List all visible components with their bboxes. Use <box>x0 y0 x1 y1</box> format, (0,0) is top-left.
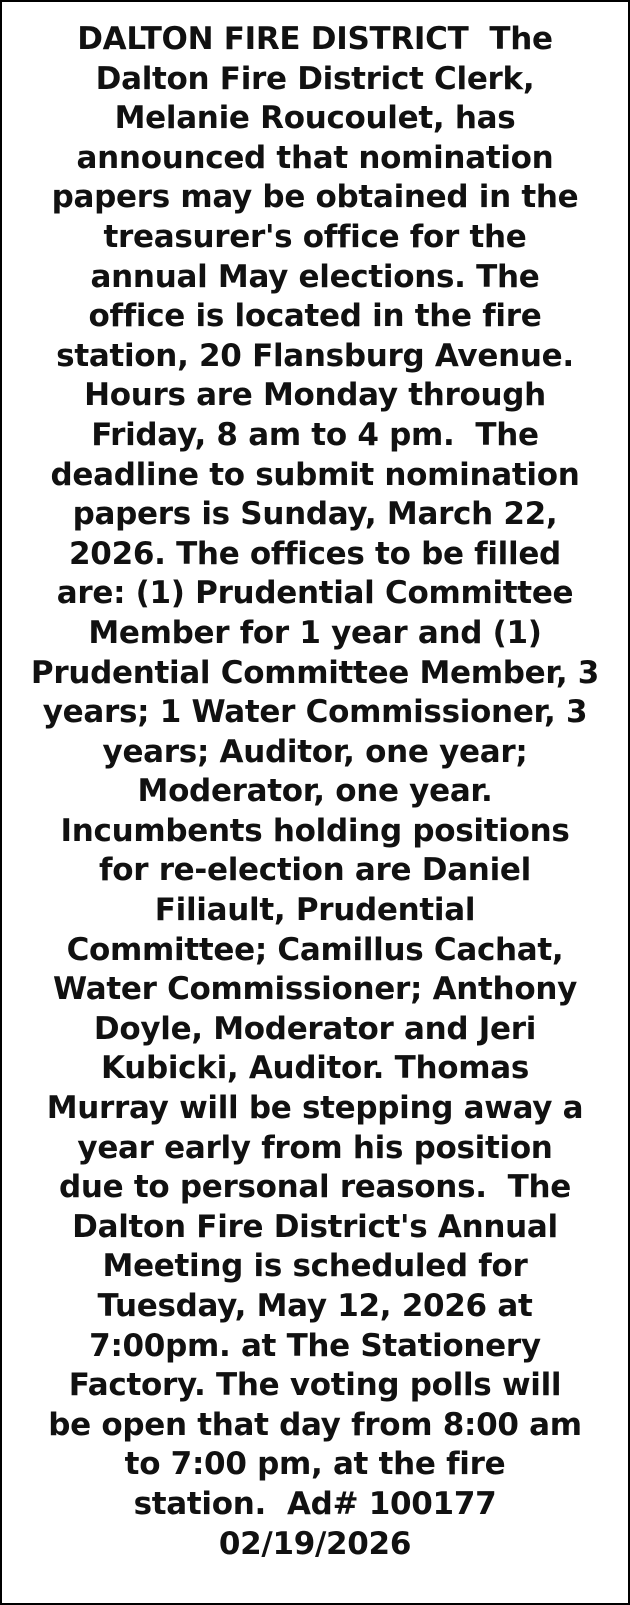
notice-body-text: DALTON FIRE DISTRICT The Dalton Fire District Clerk, Melanie Roucoulet, has announced that nomination papers may be obtained in the treasurer's office for the annual May elections. The office is located in the fire station, 20 Flansburg Avenue. Hours are Monday through Friday, 8 am to 4 pm. The deadline to submit nomination papers is Sunday, March 22, 2026. The offices to be filled are: (1) Prudential Committee Member for 1 year and (1) Prudential Committee Member, 3 years; 1 Water Commissioner, 3 years; Auditor, one year; Moderator, one year. Incumbents holding positions for re-election are Daniel Filiault, Prudential Committee; Camillus Cachat, Water Commissioner; Anthony Doyle, Moderator and Jeri Kubicki, Auditor. Thomas Murray will be stepping away a year early from his position due to personal reasons. The Dalton Fire District's Annual Meeting is scheduled for Tuesday, May 12, 2026 at 7:00pm. at The Stationery Factory. The voting polls will be open that day from 8:00 am to 7:00 pm, at the fire station. Ad# 100177 02/19/2026 <box>30 21 600 1562</box>
